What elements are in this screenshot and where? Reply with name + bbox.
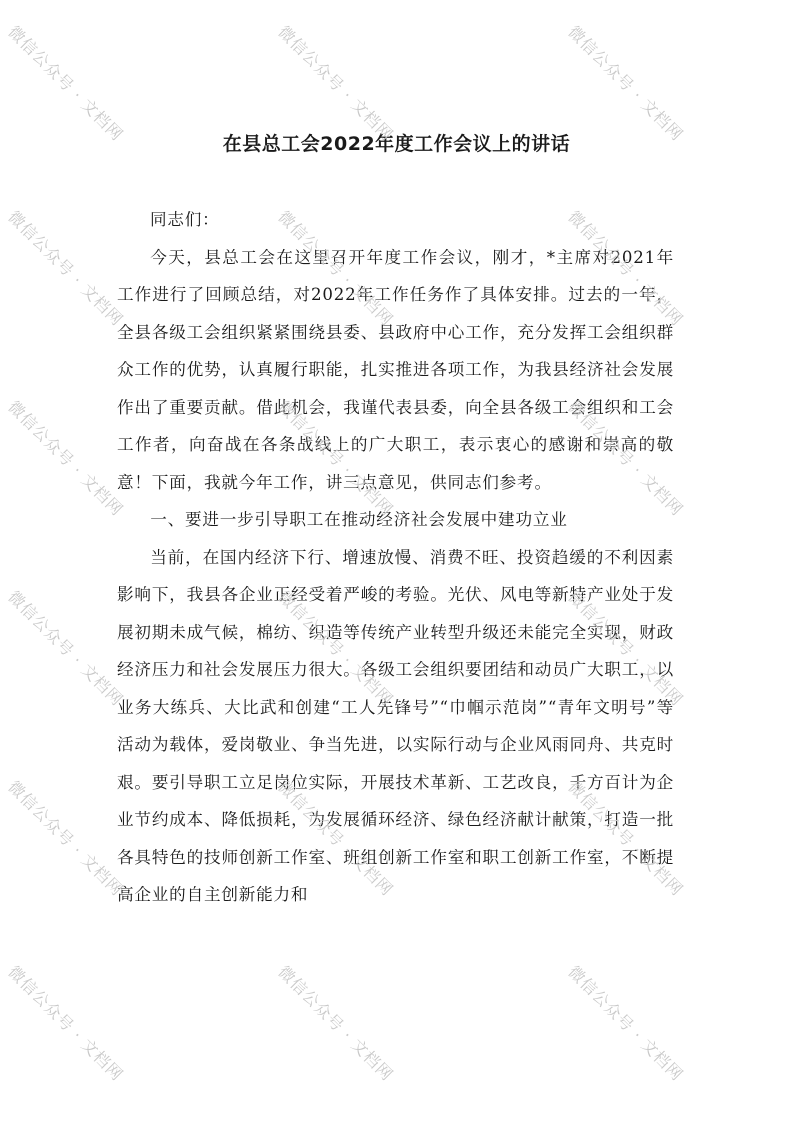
watermark-text: 微信公众号 · 文档网	[564, 962, 687, 1085]
section-paragraph: 当前，在国内经济下行、增速放慢、消费不旺、投资趋缓的不利因素影响下，我县各企业正经受着严峻的考验。光伏、风电等新特产业处于发展初期未成气候，棉纺、织造等传统产业转型升级还未能完全实现，财政经济压力和社会发展压力很大。各级工会组织要团结和动员广大职工，以业务大练兵、大比武和创建“工人先锋号”“巾帼示范岗”“青年文明号”等活动为载体，爱岗敬业、争当先进，以实际行动与企业风雨同舟、共克时艰。要引导职工立足岗位实际，开展技术革新、工艺改良，千方百计为企业节约成本、降低损耗，为发展循环经济、绿色经济献计献策，打造一批各具特色的技师创新工作室、班组创新工作室和职工创新工作室，不断提高企业的自主创新能力和	[117, 547, 674, 904]
watermark-text: 微信公众号 · 文档网	[274, 207, 397, 330]
watermark-text: 微信公众号 · 文档网	[4, 397, 127, 520]
watermark-text: 微信公众号 · 文档网	[274, 587, 397, 710]
watermark-text: 微信公众号 · 文档网	[4, 962, 127, 1085]
salutation: 同志们：	[150, 210, 220, 229]
watermark-text: 微信公众号 · 文档网	[564, 587, 687, 710]
watermark-text: 微信公众号 · 文档网	[564, 777, 687, 900]
intro-paragraph: 今天，县总工会在这里召开年度工作会议，刚才，*主席对2021年工作进行了回顾总结，对2022年工作任务作了具体安排。过去的一年，全县各级工会组织紧紧围绕县委、县政府中心工作，充分发挥工会组织群众工作的优势，认真履行职能，扎实推进各项工作，为我县经济社会发展作出了重要贡献。借此机会，我谨代表县委，向全县各级工会组织和工会工作者，向奋战在各条战线上的广大职工，表示衷心的感谢和崇高的敬意！下面，我就今年工作，讲三点意见，供同志们参考。	[117, 247, 674, 492]
watermark-text: 微信公众号 · 文档网	[274, 22, 397, 145]
watermark-text: 微信公众号 · 文档网	[4, 22, 127, 145]
watermark-text: 微信公众号 · 文档网	[4, 207, 127, 330]
watermark-text: 微信公众号 · 文档网	[564, 22, 687, 145]
watermark-text: 微信公众号 · 文档网	[564, 397, 687, 520]
watermark-text: 微信公众号 · 文档网	[274, 777, 397, 900]
watermark-text: 微信公众号 · 文档网	[564, 207, 687, 330]
section-heading: 一、要进一步引导职工在推动经济社会发展中建功立业	[150, 510, 568, 529]
document-title: 在县总工会2022年度工作会议上的讲话	[222, 133, 571, 155]
document-body	[117, 201, 674, 914]
watermark-text: 微信公众号 · 文档网	[274, 397, 397, 520]
watermark-text: 微信公众号 · 文档网	[4, 587, 127, 710]
watermark-text: 微信公众号 · 文档网	[4, 777, 127, 900]
watermark-text: 微信公众号 · 文档网	[274, 962, 397, 1085]
